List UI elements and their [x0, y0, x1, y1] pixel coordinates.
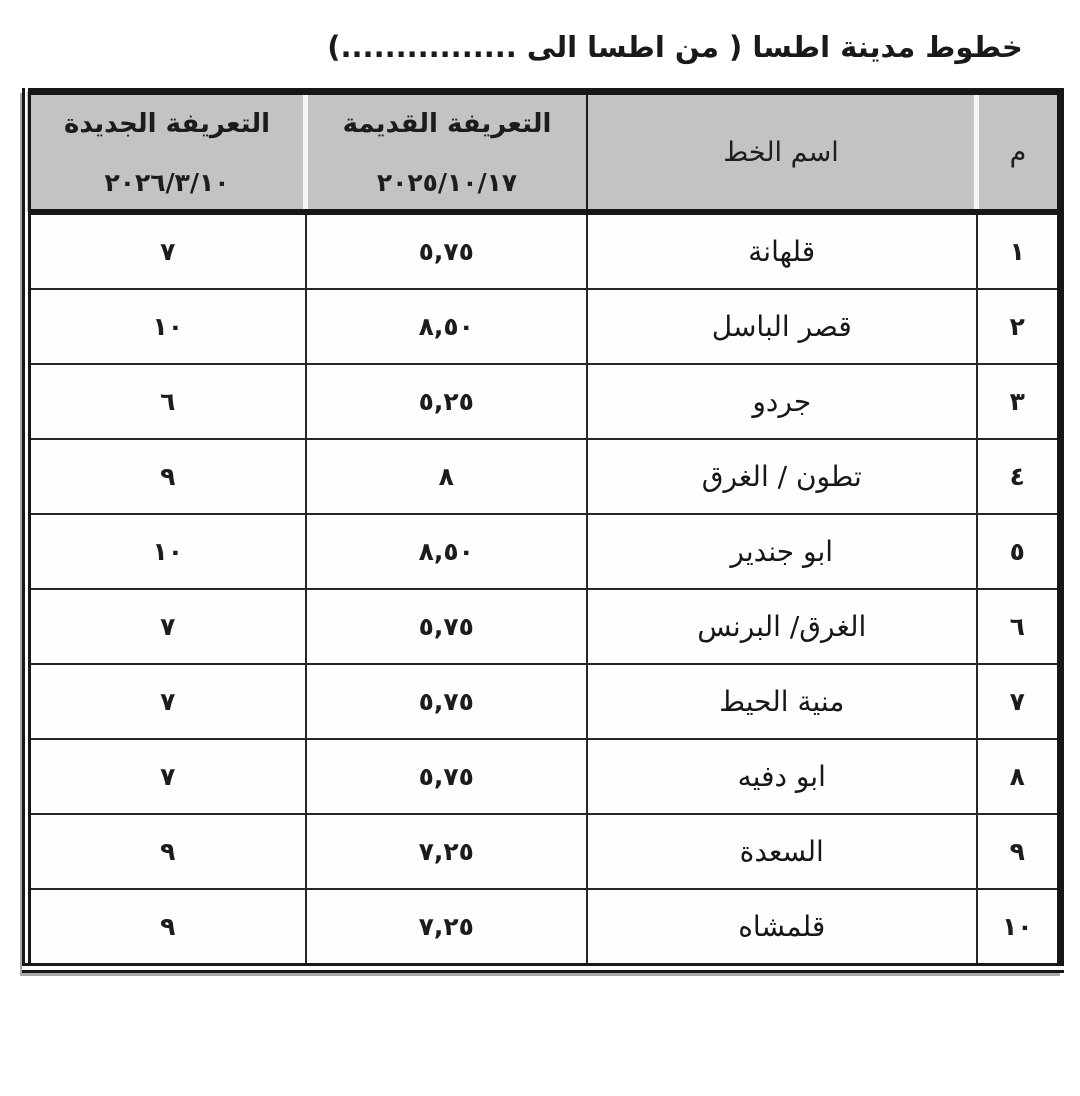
row-serial: ١ — [977, 212, 1061, 289]
row-serial: ٢ — [977, 289, 1061, 364]
row-serial: ٥ — [977, 514, 1061, 589]
row-serial: ٧ — [977, 664, 1061, 739]
page-title: خطوط مدينة اطسا ( من اطسا الى ................) — [327, 30, 1023, 64]
row-new-tariff: ٦ — [27, 364, 306, 439]
header-old-tariff-date: ٢٠٢٥/١٠/١٧ — [376, 167, 518, 197]
header-new-tariff-label: التعريفة الجديدة — [64, 109, 270, 139]
table-row — [27, 589, 1061, 664]
row-new-tariff: ٩ — [27, 889, 306, 968]
row-line-name: ابو جندير — [587, 514, 977, 589]
header-line-name-label: اسم الخط — [723, 136, 839, 168]
row-line-name: منية الحيط — [587, 664, 977, 739]
row-old-tariff: ٨,٥٠ — [306, 289, 588, 364]
header-new-tariff-column — [27, 92, 306, 213]
scanned-document-page — [0, 30, 1080, 1096]
header-serial-label: م — [1009, 136, 1027, 168]
table-row — [27, 364, 1061, 439]
table-header — [27, 92, 1061, 213]
table-row — [27, 889, 1061, 968]
row-old-tariff: ٧,٢٥ — [306, 889, 588, 968]
header-new-tariff-stack — [31, 102, 303, 202]
row-old-tariff: ٥,٧٥ — [306, 212, 588, 289]
header-line-name-column — [587, 92, 977, 213]
row-new-tariff: ٧ — [27, 664, 306, 739]
table-row — [27, 664, 1061, 739]
header-serial-column — [977, 92, 1061, 213]
header-old-tariff-label: التعريفة القديمة — [342, 109, 552, 139]
row-new-tariff: ٩ — [27, 439, 306, 514]
row-old-tariff: ٧,٢٥ — [306, 814, 588, 889]
header-new-tariff-date: ٢٠٢٦/٣/١٠ — [104, 167, 230, 197]
table-row — [27, 739, 1061, 814]
row-line-name: تطون / الغرق — [587, 439, 977, 514]
row-serial: ١٠ — [977, 889, 1061, 968]
table-row — [27, 439, 1061, 514]
header-old-tariff-column — [306, 92, 588, 213]
row-line-name: جردو — [587, 364, 977, 439]
header-old-tariff-stack — [308, 102, 586, 202]
row-line-name: الغرق/ البرنس — [587, 589, 977, 664]
table-row — [27, 289, 1061, 364]
row-line-name: قلهانة — [587, 212, 977, 289]
header-row — [27, 92, 1061, 213]
row-line-name: ابو دفيه — [587, 739, 977, 814]
row-line-name: قصر الباسل — [587, 289, 977, 364]
row-old-tariff: ٨ — [306, 439, 588, 514]
row-serial: ٦ — [977, 589, 1061, 664]
row-old-tariff: ٥,٧٥ — [306, 739, 588, 814]
table-body — [27, 212, 1061, 968]
row-line-name: قلمشاه — [587, 889, 977, 968]
row-serial: ٨ — [977, 739, 1061, 814]
row-serial: ٩ — [977, 814, 1061, 889]
row-new-tariff: ٧ — [27, 739, 306, 814]
table-row — [27, 814, 1061, 889]
row-old-tariff: ٥,٢٥ — [306, 364, 588, 439]
row-old-tariff: ٥,٧٥ — [306, 664, 588, 739]
row-new-tariff: ٧ — [27, 212, 306, 289]
row-line-name: السعدة — [587, 814, 977, 889]
row-new-tariff: ٩ — [27, 814, 306, 889]
row-serial: ٣ — [977, 364, 1061, 439]
row-new-tariff: ١٠ — [27, 289, 306, 364]
tariff-table — [22, 88, 1064, 973]
row-old-tariff: ٥,٧٥ — [306, 589, 588, 664]
table-row — [27, 514, 1061, 589]
row-old-tariff: ٨,٥٠ — [306, 514, 588, 589]
row-new-tariff: ٧ — [27, 589, 306, 664]
row-new-tariff: ١٠ — [27, 514, 306, 589]
table-row — [27, 212, 1061, 289]
row-serial: ٤ — [977, 439, 1061, 514]
